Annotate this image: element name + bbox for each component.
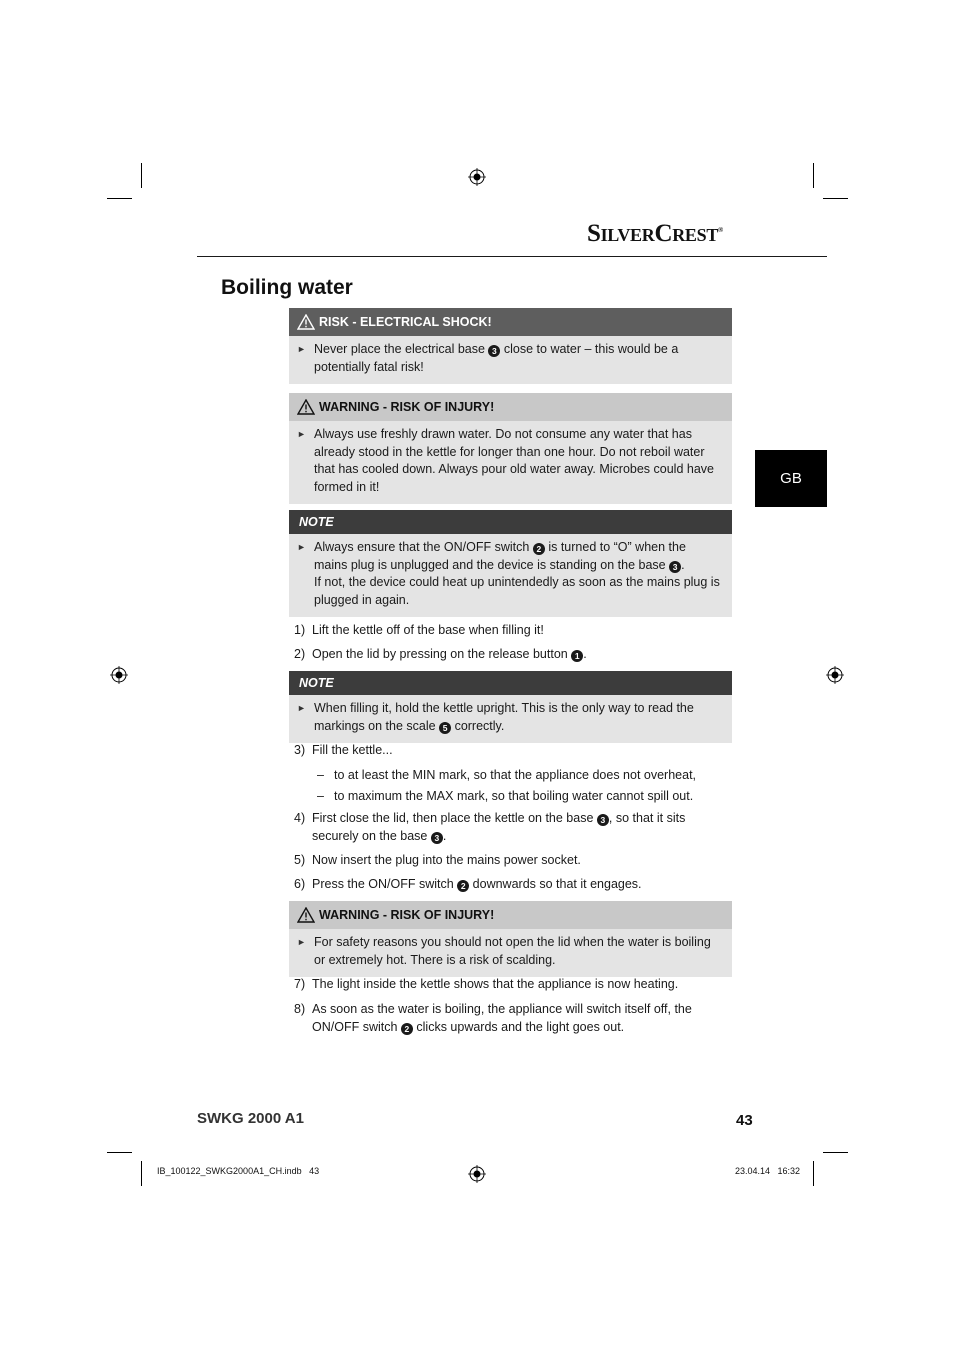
crop-mark bbox=[141, 163, 142, 188]
note-box bbox=[289, 671, 732, 743]
ref-number: 3 bbox=[597, 814, 609, 826]
sub-item bbox=[317, 767, 717, 785]
crop-mark bbox=[823, 198, 848, 199]
note-body bbox=[289, 695, 732, 743]
step-text: As soon as the water is boiling, the appliance will switch itself off, the ON/OFF switch 2 clicks upwards and the light goes out. bbox=[312, 1002, 692, 1034]
bullet-arrow-icon: ► bbox=[297, 344, 306, 354]
warning-heading bbox=[289, 393, 732, 421]
ref-number: 3 bbox=[431, 832, 443, 844]
ref-number: 2 bbox=[457, 880, 469, 892]
note-box bbox=[289, 510, 732, 617]
warning-body bbox=[289, 929, 732, 977]
sub-item-text: to maximum the MAX mark, so that boiling water cannot spill out. bbox=[334, 789, 694, 803]
registration-mark-icon bbox=[826, 666, 844, 684]
registration-mark-icon bbox=[468, 168, 486, 186]
note-body bbox=[289, 534, 732, 617]
step-text: Lift the kettle off of the base when filling it! bbox=[312, 623, 544, 637]
step-item bbox=[294, 876, 730, 894]
bullet-item bbox=[297, 700, 722, 735]
registration-mark-icon bbox=[110, 666, 128, 684]
crop-mark bbox=[107, 1152, 132, 1153]
warning-triangle-icon bbox=[297, 399, 315, 415]
danger-heading-text: RISK - ELECTRICAL SHOCK! bbox=[319, 315, 492, 329]
step-number: 3) bbox=[294, 743, 306, 757]
step-number: 1) bbox=[294, 623, 306, 637]
ref-number: 2 bbox=[401, 1023, 413, 1035]
print-slug-date: 23.04.14 16:32 bbox=[735, 1166, 801, 1176]
ref-number: 2 bbox=[533, 543, 545, 555]
crop-mark bbox=[823, 1152, 848, 1153]
step-text: First close the lid, then place the kettle on the base 3 , so that it sits securely on the base 3 . bbox=[312, 811, 686, 843]
step-item bbox=[294, 1001, 730, 1036]
bullet-text: When filling it, hold the kettle upright. This is the only way to read the markings on the scale 5 correctly. bbox=[314, 701, 694, 733]
step-item bbox=[294, 622, 730, 640]
warning-triangle-icon bbox=[297, 314, 315, 330]
step-number: 6) bbox=[294, 877, 306, 891]
brand-logo: SilverCrest® bbox=[587, 220, 723, 247]
ref-number: 5 bbox=[439, 722, 451, 734]
bullet-arrow-icon: ► bbox=[297, 542, 306, 552]
bullet-text: Never place the electrical base 3 close to water – this would be a potentially fatal risk! bbox=[314, 342, 679, 374]
dash-marker: – bbox=[317, 789, 324, 803]
step-number: 7) bbox=[294, 977, 306, 991]
ref-number: 3 bbox=[488, 345, 500, 357]
step-item bbox=[294, 810, 730, 845]
header-rule bbox=[197, 256, 827, 257]
footer-model: SWKG 2000 A1 bbox=[197, 1110, 304, 1127]
bullet-arrow-icon: ► bbox=[297, 429, 306, 439]
step-number: 2) bbox=[294, 647, 306, 661]
warning-body bbox=[289, 421, 732, 504]
warning-heading-text: WARNING - RISK OF INJURY! bbox=[319, 908, 495, 922]
bullet-item bbox=[297, 539, 722, 609]
crop-mark bbox=[813, 163, 814, 188]
warning-heading-text: WARNING - RISK OF INJURY! bbox=[319, 400, 495, 414]
crop-mark bbox=[107, 198, 132, 199]
bullet-arrow-icon: ► bbox=[297, 703, 306, 713]
crop-mark bbox=[141, 1161, 142, 1186]
bullet-text: For safety reasons you should not open the lid when the water is boiling or extremely hot. There is a risk of scalding. bbox=[314, 935, 711, 967]
warning-triangle-icon bbox=[297, 907, 315, 923]
danger-body bbox=[289, 336, 732, 384]
note-heading: NOTE bbox=[289, 510, 732, 534]
danger-box bbox=[289, 308, 732, 384]
bullet-text: Always use freshly drawn water. Do not consume any water that has already stood in the kettle for longer than one hour. Do not reboil water that has cooled down. Always pour old water away. Microbes could have formed in it! bbox=[314, 427, 714, 494]
warning-heading bbox=[289, 901, 732, 929]
print-slug-file: IB_100122_SWKG2000A1_CH.indb 43 bbox=[157, 1166, 320, 1176]
bullet-arrow-icon: ► bbox=[297, 937, 306, 947]
step-number: 5) bbox=[294, 853, 306, 867]
language-tab: GB bbox=[755, 450, 827, 507]
step-text: The light inside the kettle shows that the appliance is now heating. bbox=[312, 977, 679, 991]
bullet-text: Always ensure that the ON/OFF switch 2 is turned to “O” when the mains plug is unplugged and the device is standing on the base 3 . If not, the device could heat up unintendedly as soon as the mains plug is plugged in again. bbox=[314, 540, 720, 607]
step-number: 8) bbox=[294, 1002, 306, 1016]
ref-number: 1 bbox=[571, 650, 583, 662]
dash-marker: – bbox=[317, 768, 324, 782]
step-number: 4) bbox=[294, 811, 306, 825]
step-text: Open the lid by pressing on the release button 1 . bbox=[312, 647, 587, 661]
bullet-item bbox=[297, 426, 722, 496]
note-heading: NOTE bbox=[289, 671, 732, 695]
danger-heading bbox=[289, 308, 732, 336]
crop-mark bbox=[813, 1161, 814, 1186]
sub-item bbox=[317, 788, 717, 806]
sub-item-text: to at least the MIN mark, so that the appliance does not overheat, bbox=[334, 768, 697, 782]
step-text: Fill the kettle... bbox=[312, 743, 393, 757]
page-title: Boiling water bbox=[221, 276, 353, 299]
step-item bbox=[294, 852, 730, 870]
registration-mark-icon bbox=[468, 1165, 486, 1183]
warning-box bbox=[289, 393, 732, 504]
ref-number: 3 bbox=[669, 561, 681, 573]
step-text: Press the ON/OFF switch 2 downwards so that it engages. bbox=[312, 877, 642, 891]
bullet-item bbox=[297, 341, 722, 376]
page-number: 43 bbox=[736, 1112, 753, 1129]
warning-box bbox=[289, 901, 732, 977]
bullet-item bbox=[297, 934, 722, 969]
step-item bbox=[294, 742, 730, 760]
step-item bbox=[294, 646, 730, 664]
step-item bbox=[294, 976, 730, 994]
step-text: Now insert the plug into the mains power socket. bbox=[312, 853, 581, 867]
